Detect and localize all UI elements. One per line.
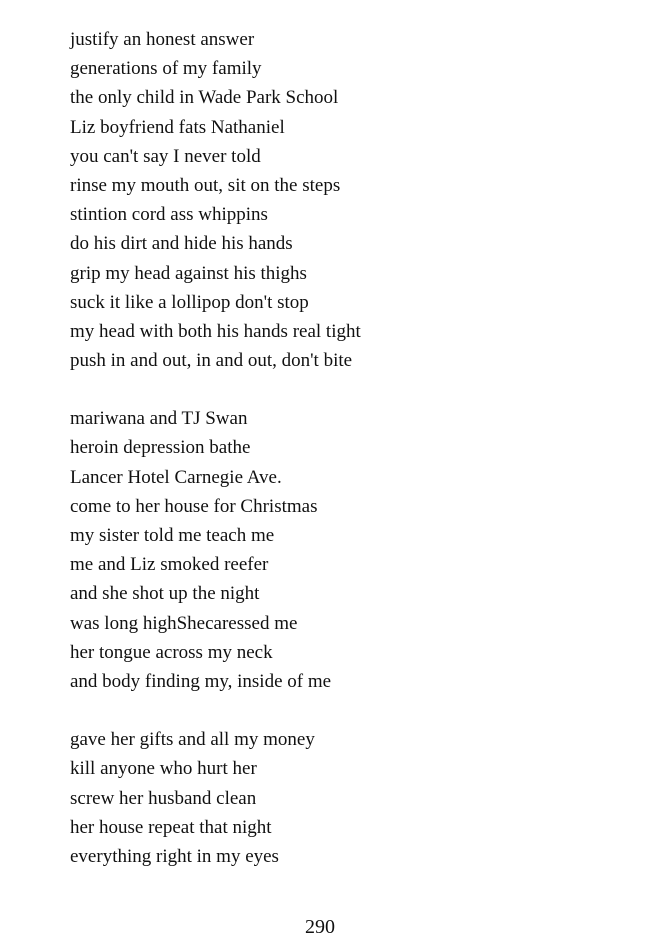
poem-line: mariwana and TJ Swan [70, 408, 248, 430]
poem-line: push in and out, in and out, don't bite [70, 350, 353, 372]
poem-line: and body finding my, inside of me [70, 670, 332, 692]
poem-line: do his dirt and hide his hands [70, 233, 293, 255]
poem-line: come to her house for Christmas [70, 495, 318, 517]
poem-line: screw her husband clean [70, 787, 257, 809]
poem-line: generations of my family [70, 58, 262, 80]
poem-line: her house repeat that night [70, 816, 272, 838]
stanza-2 [70, 404, 610, 696]
page-number: 290 [305, 916, 335, 938]
poem-line: grip my head against his thighs [70, 262, 307, 284]
poem-line: my head with both his hands real tight [70, 320, 361, 342]
poem-line: the only child in Wade Park School [70, 87, 339, 109]
poem-line: justify an honest answer [70, 29, 255, 50]
poem-line: rinse my mouth out, sit on the steps [70, 174, 341, 196]
poem-line: Liz boyfriend fats Nathaniel [70, 116, 285, 138]
poem-line: everything right in my eyes [70, 845, 279, 867]
poem-line: and she shot up the night [70, 583, 260, 605]
poem-line: suck it like a lollipop don't stop [70, 291, 309, 313]
poem-body [70, 25, 610, 900]
poem-line: kill anyone who hurt her [70, 758, 257, 780]
poem-line: stintion cord ass whippins [70, 204, 268, 226]
stanza-3 [70, 725, 610, 871]
poem-line: gave her gifts and all my money [70, 729, 315, 751]
poem-line: was long highShecaressed me [70, 612, 298, 634]
poem-line: her tongue across my neck [70, 641, 273, 663]
poem-line: Lancer Hotel Carnegie Ave. [70, 466, 282, 488]
poem-line: heroin depression bathe [70, 437, 251, 459]
poem-line: me and Liz smoked reefer [70, 554, 269, 576]
stanza-1 [70, 25, 610, 375]
poem-line: you can't say I never told [70, 145, 261, 167]
poem-line: my sister told me teach me [70, 525, 275, 546]
